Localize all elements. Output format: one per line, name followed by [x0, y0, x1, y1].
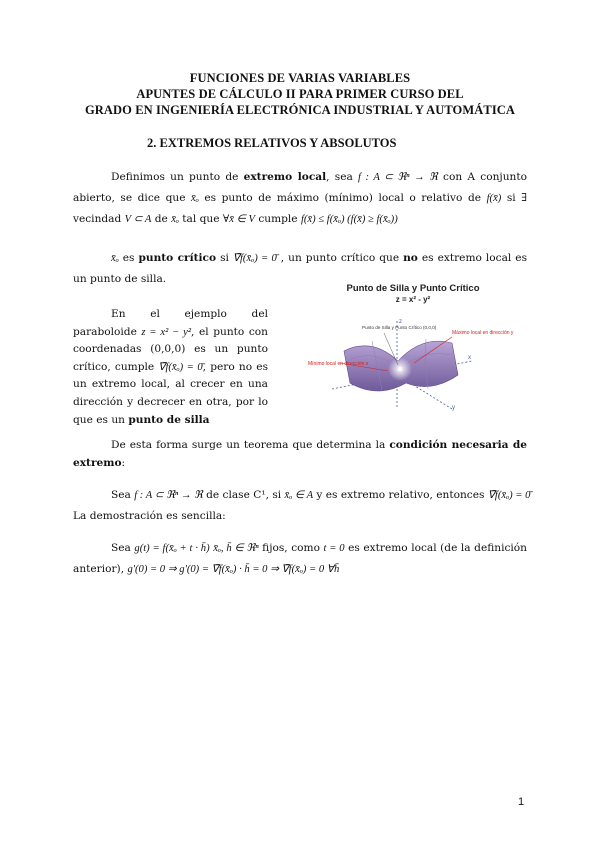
critical-point-marker [398, 367, 402, 371]
label-local-min: Mínimo local en dirección x [308, 361, 369, 367]
figure-title: Punto de Silla y Punto Crítico [346, 283, 480, 294]
page-number: 1 [518, 796, 525, 808]
header-line-2: APUNTES DE CÁLCULO II PARA PRIMER CURSO DEL [136, 87, 464, 101]
paragraph-theorem-intro: De esta forma surge un teorema que determina la condición necesaria de extremo: [73, 439, 527, 469]
axis-label-x: x [468, 355, 471, 361]
header-line-1: FUNCIONES DE VARIAS VARIABLES [189, 71, 411, 85]
label-local-max: Máximo local en dirección y [452, 330, 514, 336]
paragraph-proof: Sea g(t) = f(x̄ₒ + t · h̄) x̄ₒ, h̄ ∈ ℜⁿ fijos, como t = 0 es extremo local (de la definición anterior), g'(0) = 0 ⇒ g'(0) = ∇̄f(x̄ₒ) · h̄ = 0 ⇒ ∇̄f(x̄ₒ) = 0 ∀h̄ [73, 542, 528, 575]
section-title: 2. EXTREMOS RELATIVOS Y ABSOLUTOS [147, 136, 397, 150]
axis-label-y: y [452, 405, 455, 411]
figure-subtitle: z = x² - y² [395, 295, 431, 304]
theorem-statement: Sea f : A ⊂ ℜⁿ → ℜ de clase C¹, si x̄ₒ ∈ A y es extremo relativo, entonces ∇̄f(x̄ₒ) = 0̄ [111, 489, 531, 501]
paragraph-paraboloid-example: En el ejemplo del paraboloide z = x² − y², el punto con coordenadas (0,0,0) es un punto crítico, cumple ∇̄f(x̄ₒ) = 0̄, pero no es un extremo local, al crecer en una dirección y decrecer en otra, por lo que es un punto de silla [73, 308, 269, 426]
paragraph-theorem [73, 485, 533, 526]
saddle-point-figure [302, 279, 525, 425]
paragraph-definition: Definimos un punto de extremo local, sea f : A ⊂ ℜⁿ → ℜ con A conjunto abierto, se dice que x̄ₒ es punto de máximo (mínimo) local o relativo de f(x̄) si ∃ vecindad V ⊂ A de x̄ₒ tal que ∀x̄ ∈ V cumple f(x̄) ≤ f(x̄ₒ) (f(x̄) ≥ f(x̄ₒ)) [73, 171, 527, 225]
axis-label-z: z [399, 319, 402, 325]
paragraph-critical-point: x̄ₒ es punto crítico si ∇̄f(x̄ₒ) = 0̄ , un punto crítico que no es extremo local es un punto de silla. [73, 252, 527, 285]
label-saddle-point: Punto de Silla y Punto Crítico (0,0,0) [362, 325, 437, 330]
header-line-3: GRADO EN INGENIERÍA ELECTRÓNICA INDUSTRIAL Y AUTOMÁTICA [84, 103, 516, 117]
proof-intro: La demostración es sencilla: [73, 510, 226, 522]
